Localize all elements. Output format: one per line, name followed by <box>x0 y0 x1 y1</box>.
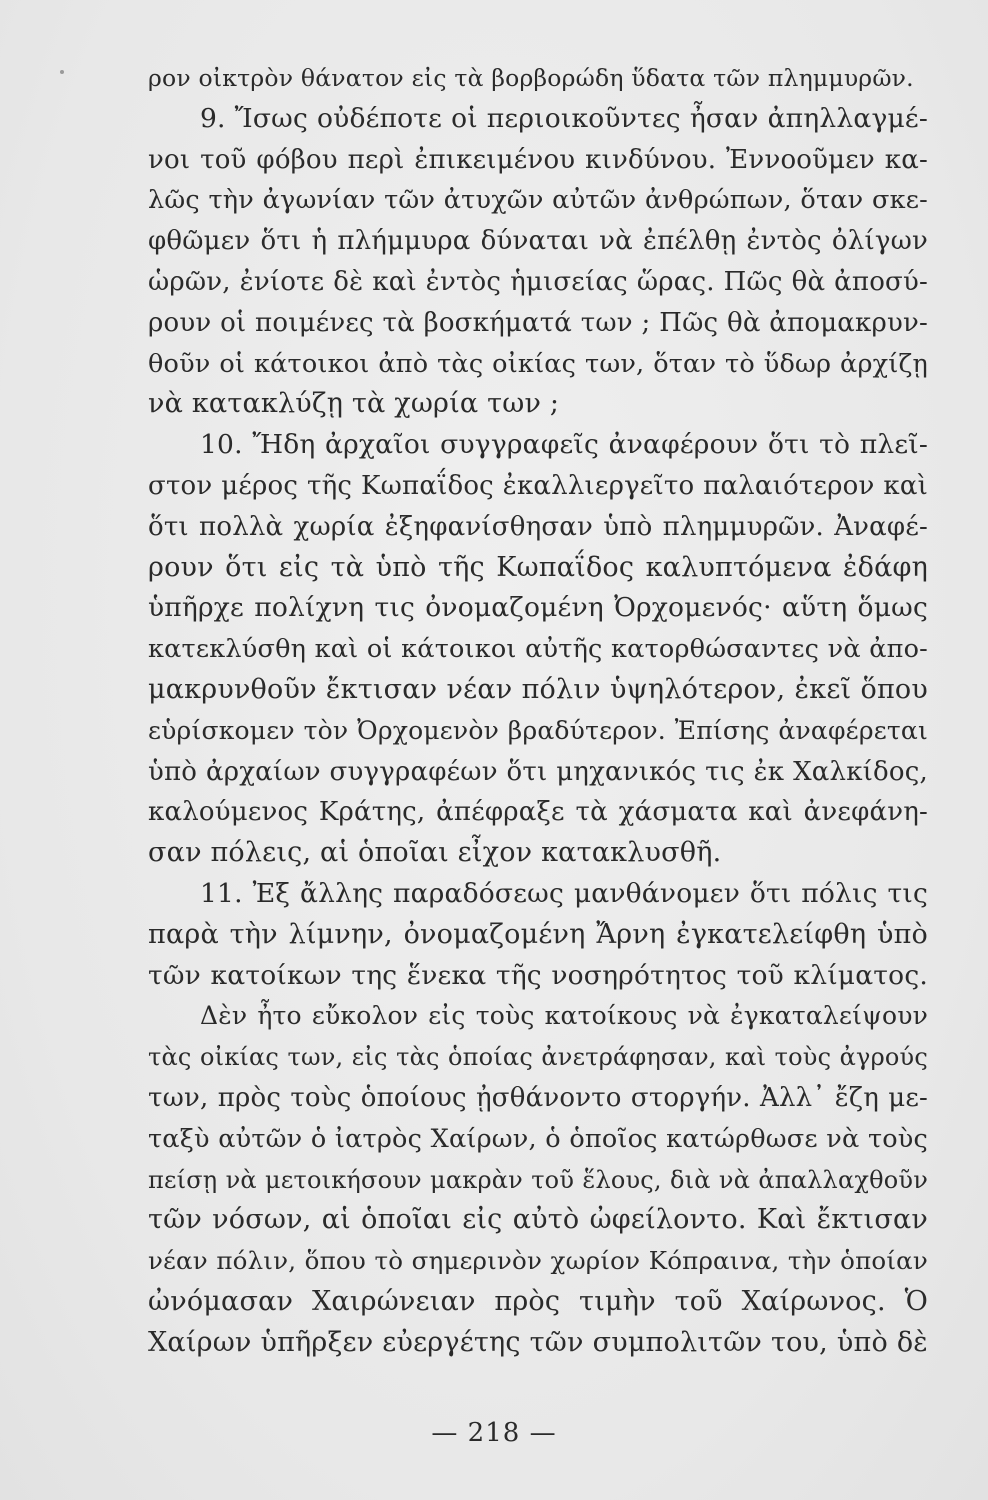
text-line: Χαίρων ὑπῆρξεν εὐεργέτης τῶν συμπολιτῶν του, ὑπὸ δὲ <box>148 1326 928 1358</box>
text-line: σαν πόλεις, αἱ ὁποῖαι εἶχον κατακλυσθῆ. <box>148 837 722 869</box>
text-line: μακρυνθοῦν ἔκτισαν νέαν πόλιν ὑψηλότερον, ἐκεῖ ὅπου <box>148 673 928 705</box>
paper-speck <box>60 70 64 74</box>
text-line: ὡρῶν, ἐνίοτε δὲ καὶ ἐντὸς ἡμισείας ὥρας. Πῶς θὰ ἀποσύ- <box>148 266 928 297</box>
text-line: κατεκλύσθη καὶ οἱ κάτοικοι αὐτῆς κατορθώσαντες νὰ ἀπο- <box>148 634 928 665</box>
text-line: θοῦν οἱ κάτοικοι ἀπὸ τὰς οἰκίας των, ὅταν τὸ ὕδωρ ἀρχίζῃ <box>148 348 928 379</box>
text-line: ὑπὸ ἀρχαίων συγγραφέων ὅτι μηχανικός τις ἐκ Χαλκίδος, <box>148 756 928 787</box>
text-line: ταξὺ αὐτῶν ὁ ἰατρὸς Χαίρων, ὁ ὁποῖος κατώρθωσε νὰ τοὺς <box>148 1123 928 1154</box>
text-line: ὑπῆρχε πολίχνη τις ὀνομαζομένη Ὀρχομενός· αὕτη ὅμως <box>148 592 928 624</box>
text-line: νὰ κατακλύζῃ τὰ χωρία των ; <box>148 388 560 420</box>
text-line: τῶν κατοίκων της ἕνεκα τῆς νοσηρότητος τοῦ κλίματος. <box>148 959 928 991</box>
text-line: 11. Ἐξ ἄλλης παραδόσεως μανθάνομεν ὅτι πόλις τις <box>200 877 928 909</box>
text-line: ὅτι πολλὰ χωρία ἐξηφανίσθησαν ὑπὸ πλημμυρῶν. Ἀναφέ- <box>148 511 928 542</box>
text-line: ρον οἰκτρὸν θάνατον εἰς τὰ βορβορώδη ὕδατα τῶν πλημμυρῶν. <box>148 64 914 92</box>
text-line: εὑρίσκομεν τὸν Ὀρχομενὸν βραδύτερον. Ἐπίσης ἀναφέρεται <box>148 715 928 745</box>
text-line: ρουν οἱ ποιμένες τὰ βοσκήματά των ; Πῶς θὰ ἀπομακρυν- <box>148 307 928 338</box>
text-line: ὠνόμασαν Χαιρώνειαν πρὸς τιμὴν τοῦ Χαίρωνος. Ὁ <box>148 1285 928 1317</box>
page-number: — 218 — <box>431 1418 557 1448</box>
text-line: Δὲν ἦτο εὔκολον εἰς τοὺς κατοίκους νὰ ἐγκαταλείψουν <box>200 1001 928 1031</box>
text-line: παρὰ τὴν λίμνην, ὀνομαζομένη Ἄρνη ἐγκατελείφθη ὑπὸ <box>148 918 928 950</box>
text-line: λῶς τὴν ἀγωνίαν τῶν ἀτυχῶν αὐτῶν ἀνθρώπων, ὅταν σκε- <box>148 185 928 216</box>
text-line: φθῶμεν ὅτι ἡ πλήμμυρα δύναται νὰ ἐπέλθῃ ἐντὸς ὀλίγων <box>148 226 928 257</box>
text-line: 10. Ἤδη ἀρχαῖοι συγγραφεῖς ἀναφέρουν ὅτι τὸ πλεῖ- <box>200 429 928 461</box>
text-line: 9. Ἴσως οὐδέποτε οἱ περιοικοῦντες ἦσαν ἀπηλλαγμέ- <box>200 102 928 134</box>
text-line: στον μέρος τῆς Κωπαΐδος ἐκαλλιεργεῖτο παλαιότερον καὶ <box>148 470 928 501</box>
text-line: τῶν νόσων, αἱ ὁποῖαι εἰς αὐτὸ ὠφείλοντο. Καὶ ἔκτισαν <box>148 1204 928 1236</box>
text-line: νοι τοῦ φόβου περὶ ἐπικειμένου κινδύνου. Ἐννοοῦμεν κα- <box>148 144 928 175</box>
text-line: τὰς οἰκίας των, εἰς τὰς ὁποίας ἀνετράφησαν, καὶ τοὺς ἀγρούς <box>148 1043 928 1072</box>
text-line: καλούμενος Κράτης, ἀπέφραξε τὰ χάσματα καὶ ἀνεφάνη- <box>148 797 928 828</box>
text-line: ρουν ὅτι εἰς τὰ ὑπὸ τῆς Κωπαΐδος καλυπτόμενα ἐδάφη <box>148 551 928 583</box>
body-text <box>148 58 928 1364</box>
text-line: των, πρὸς τοὺς ὁποίους ᾐσθάνοντο στοργήν. Ἀλλ᾽ ἔζη με- <box>148 1082 928 1113</box>
text-line: πείσῃ νὰ μετοικήσουν μακρὰν τοῦ ἕλους, διὰ νὰ ἀπαλλαχθοῦν <box>148 1165 928 1194</box>
text-line: νέαν πόλιν, ὅπου τὸ σημερινὸν χωρίον Κόπραινα, τὴν ὁποίαν <box>148 1246 928 1276</box>
